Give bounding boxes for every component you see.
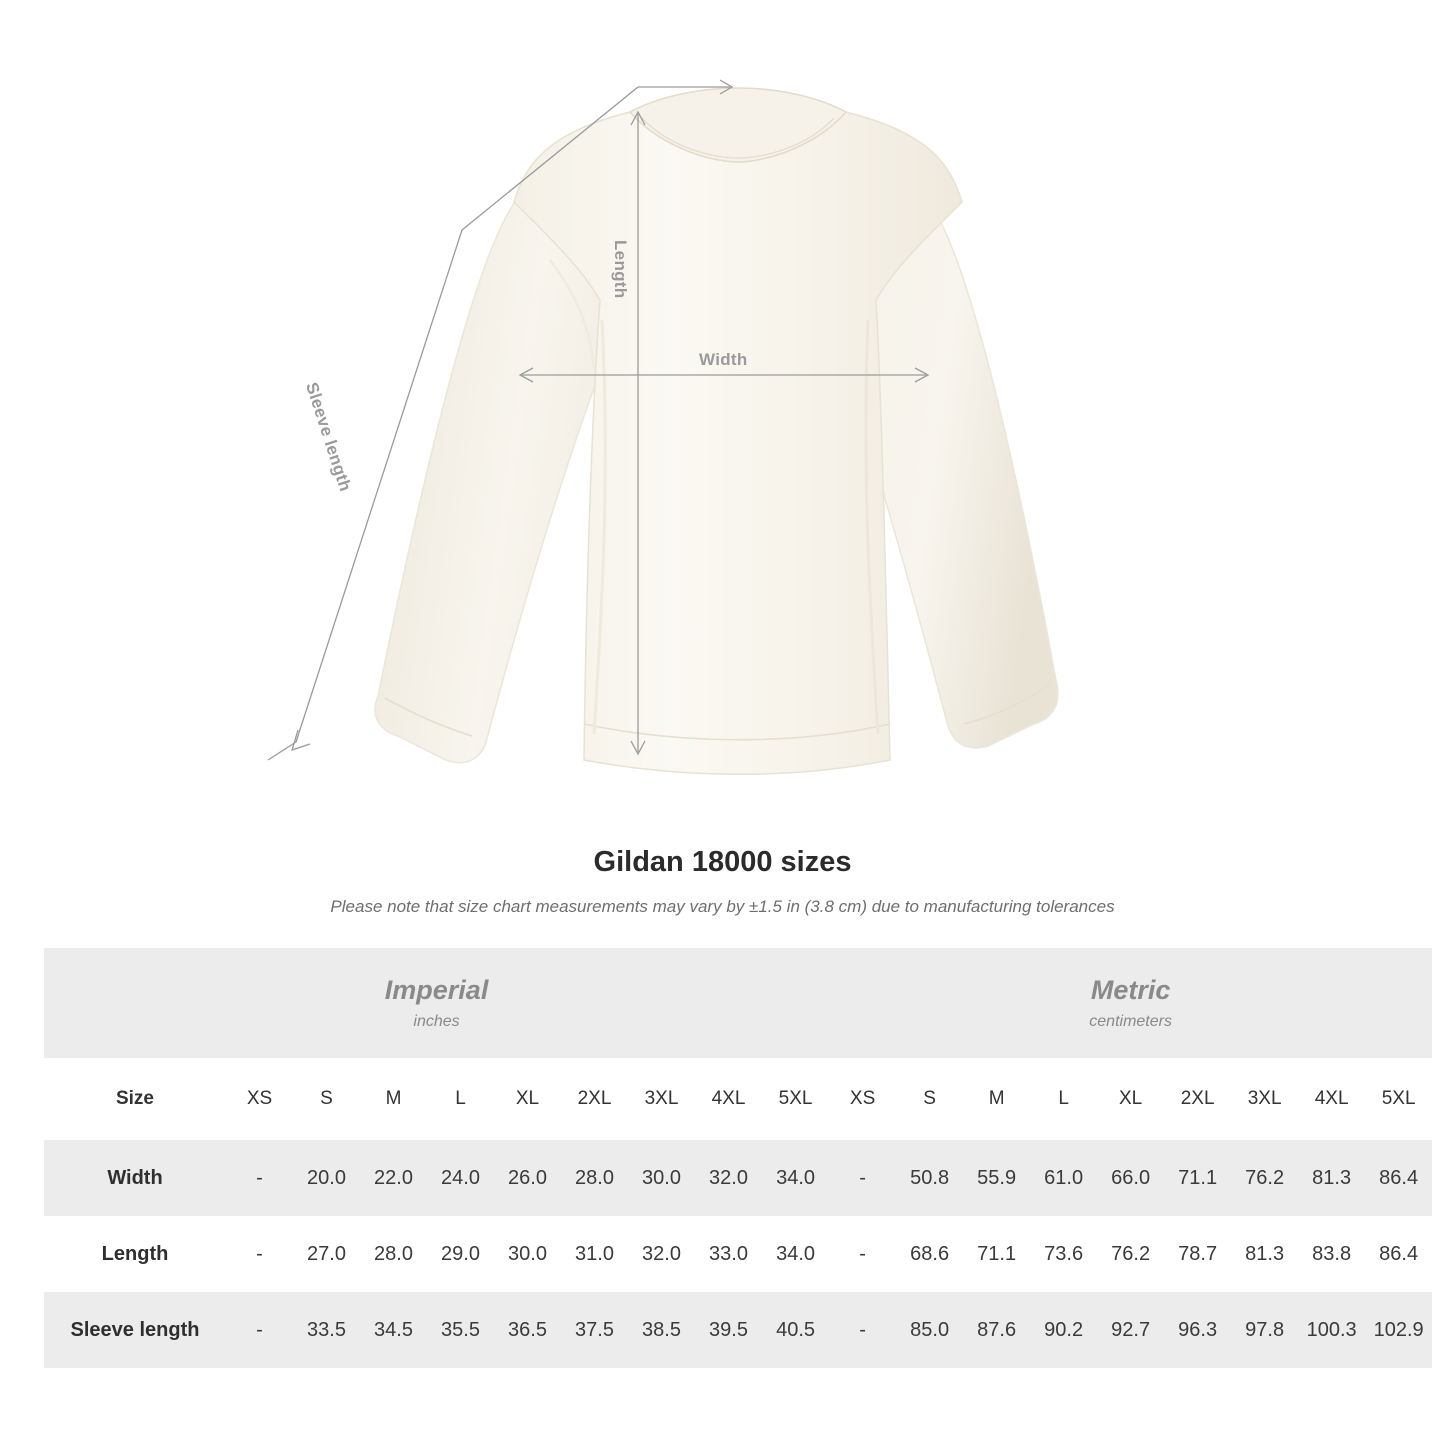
page-title: Gildan 18000 sizes: [593, 846, 852, 878]
table-row: [44, 1216, 1432, 1292]
header-size-imperial-xs: XS: [226, 1058, 293, 1140]
header-size-metric-4xl: 4XL: [1298, 1058, 1365, 1140]
header-size-imperial-l: L: [427, 1058, 494, 1140]
cell-length-metric-l: 73.6: [1044, 1242, 1084, 1265]
cell-length-imperial-xs: -: [256, 1242, 263, 1265]
header-size-metric-3xl: 3XL: [1231, 1058, 1298, 1140]
cell-width-metric-m: 55.9: [963, 1140, 1030, 1216]
table-header-row: [44, 1058, 1432, 1140]
header-size-imperial-2xl: 2XL: [561, 1058, 628, 1140]
cell-sleeve-imperial-s: 33.5: [293, 1292, 360, 1368]
sweatshirt-svg: [250, 70, 1200, 810]
header-size-imperial-5xl: 5XL: [762, 1058, 829, 1140]
header-size-imperial-s: S: [293, 1058, 360, 1140]
cell-sleeve-imperial-5xl: 40.5: [762, 1292, 829, 1368]
row-label-length: Length: [101, 1242, 169, 1265]
cell-width-metric-2xl: 71.1: [1164, 1140, 1231, 1216]
sleeve-length-dimension-label: Sleeve length: [301, 380, 356, 494]
cell-sleeve-metric-5xl: 102.9: [1365, 1292, 1432, 1368]
cell-sleeve-metric-3xl: 97.8: [1231, 1292, 1298, 1368]
header-size-imperial-m: M: [360, 1058, 427, 1140]
cell-length-imperial-3xl: 32.0: [642, 1242, 681, 1265]
unit-metric-unit: centimeters: [1089, 1012, 1172, 1030]
cell-sleeve-metric-m: 87.6: [963, 1292, 1030, 1368]
cell-length-metric-xl: 76.2: [1111, 1242, 1151, 1265]
sweatshirt-graphic: [250, 70, 1200, 810]
cell-width-imperial-xl: 26.0: [494, 1140, 561, 1216]
cell-width-metric-3xl: 76.2: [1231, 1140, 1298, 1216]
size-chart-table: [44, 948, 1432, 1368]
cell-width-imperial-2xl: 28.0: [561, 1140, 628, 1216]
unit-metric-name: Metric: [1090, 975, 1171, 1006]
cell-width-metric-xl: 66.0: [1097, 1140, 1164, 1216]
cell-width-imperial-3xl: 30.0: [628, 1140, 695, 1216]
cell-sleeve-metric-xs: -: [829, 1292, 896, 1368]
unit-system-row: [44, 948, 1432, 1058]
cell-width-metric-5xl: 86.4: [1365, 1140, 1432, 1216]
cell-length-imperial-xl: 30.0: [508, 1242, 547, 1265]
header-size-metric-s: S: [896, 1058, 963, 1140]
header-size-metric-xl: XL: [1097, 1058, 1164, 1140]
cell-width-metric-l: 61.0: [1030, 1140, 1097, 1216]
cell-length-imperial-l: 29.0: [441, 1242, 480, 1265]
header-size-imperial-3xl: 3XL: [628, 1058, 695, 1140]
cell-width-imperial-s: 20.0: [293, 1140, 360, 1216]
cell-width-metric-xs: -: [829, 1140, 896, 1216]
cell-width-imperial-xs: -: [226, 1140, 293, 1216]
size-table-wrapper: [44, 948, 1424, 1368]
cell-length-imperial-m: 28.0: [374, 1242, 413, 1265]
cell-sleeve-imperial-xs: -: [226, 1292, 293, 1368]
cell-width-metric-4xl: 81.3: [1298, 1140, 1365, 1216]
cell-width-imperial-l: 24.0: [427, 1140, 494, 1216]
cell-width-imperial-4xl: 32.0: [695, 1140, 762, 1216]
cell-length-metric-xs: -: [859, 1242, 866, 1265]
header-size-label: Size: [44, 1058, 226, 1140]
cell-sleeve-imperial-4xl: 39.5: [695, 1292, 762, 1368]
unit-imperial-name: Imperial: [384, 975, 489, 1006]
length-dimension-label: Length: [611, 240, 630, 299]
header-size-metric-5xl: 5XL: [1365, 1058, 1432, 1140]
cell-length-imperial-5xl: 34.0: [776, 1242, 816, 1265]
cell-width-imperial-m: 22.0: [360, 1140, 427, 1216]
header-size-metric-m: M: [963, 1058, 1030, 1140]
table-row: [44, 1292, 1432, 1368]
unit-metric-cell: [829, 948, 1432, 1058]
cell-sleeve-imperial-3xl: 38.5: [628, 1292, 695, 1368]
row-label-sleeve-length: Sleeve length: [44, 1292, 226, 1368]
cell-sleeve-metric-4xl: 100.3: [1298, 1292, 1365, 1368]
cell-sleeve-imperial-xl: 36.5: [494, 1292, 561, 1368]
header-size-metric-l: L: [1030, 1058, 1097, 1140]
header-size-metric-2xl: 2XL: [1164, 1058, 1231, 1140]
cell-width-metric-s: 50.8: [896, 1140, 963, 1216]
cell-width-imperial-5xl: 34.0: [762, 1140, 829, 1216]
cell-length-imperial-s: 27.0: [307, 1242, 346, 1265]
cell-length-metric-m: 71.1: [977, 1242, 1017, 1265]
cell-length-metric-2xl: 78.7: [1178, 1242, 1218, 1265]
header-size-metric-xs: XS: [829, 1058, 896, 1140]
width-dimension-label: Width: [699, 350, 748, 369]
table-row: [44, 1140, 1432, 1216]
cell-length-metric-s: 68.6: [910, 1242, 950, 1265]
unit-imperial-unit: inches: [413, 1012, 460, 1030]
cell-length-metric-5xl: 86.4: [1379, 1242, 1419, 1265]
cell-sleeve-metric-2xl: 96.3: [1164, 1292, 1231, 1368]
tolerance-note: Please note that size chart measurements may vary by ±1.5 in (3.8 cm) due to manufacturing tolerances: [330, 897, 1115, 916]
cell-sleeve-metric-xl: 92.7: [1097, 1292, 1164, 1368]
cell-length-metric-3xl: 81.3: [1245, 1242, 1285, 1265]
cell-sleeve-metric-s: 85.0: [896, 1292, 963, 1368]
cell-sleeve-metric-l: 90.2: [1030, 1292, 1097, 1368]
cell-sleeve-imperial-m: 34.5: [360, 1292, 427, 1368]
cell-length-metric-4xl: 83.8: [1312, 1242, 1352, 1265]
cell-sleeve-imperial-2xl: 37.5: [561, 1292, 628, 1368]
row-label-width: Width: [44, 1140, 226, 1216]
cell-length-imperial-4xl: 33.0: [709, 1242, 748, 1265]
cell-length-imperial-2xl: 31.0: [575, 1242, 614, 1265]
cell-sleeve-imperial-l: 35.5: [427, 1292, 494, 1368]
unit-imperial-cell: [44, 948, 829, 1058]
header-size-imperial-4xl: 4XL: [695, 1058, 762, 1140]
header-size-imperial-xl: XL: [494, 1058, 561, 1140]
